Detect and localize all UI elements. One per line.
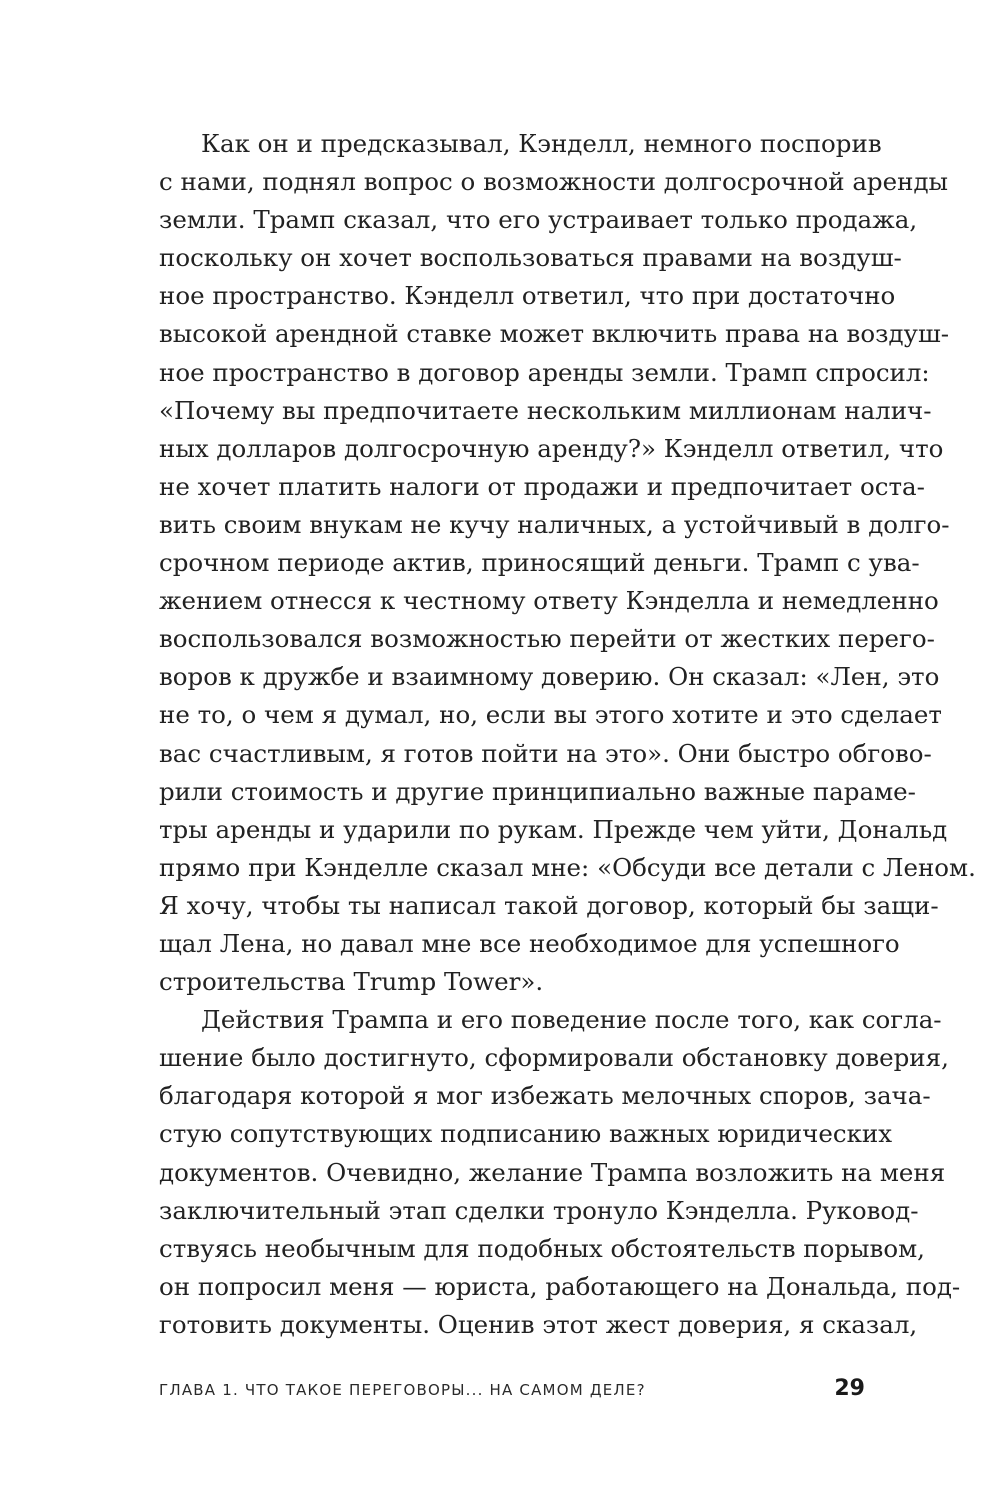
text-line: срочном периоде актив, приносящий деньги. Трамп с ува- <box>159 548 920 578</box>
text-line: заключительный этап сделки тронуло Кэнделла. Руковод- <box>159 1195 919 1225</box>
text-line: тры аренды и ударили по рукам. Прежде чем уйти, Дональд <box>159 814 948 844</box>
paragraph-1 <box>159 125 976 1001</box>
text-line: документов. Очевидно, желание Трампа возложить на меня <box>159 1157 946 1187</box>
text-line: Я хочу, чтобы ты написал такой договор, который бы защи- <box>159 890 939 920</box>
text-line: вас счастливым, я готов пойти на это». Они быстро обгово- <box>159 738 932 768</box>
text-line: ствуясь необычным для подобных обстоятельств порывом, <box>159 1233 925 1263</box>
page-footer <box>159 1376 865 1416</box>
text-line: воспользовался возможностью перейти от жестких перего- <box>159 624 935 654</box>
text-line: он попросил меня — юриста, работающего на Дональда, под- <box>159 1271 961 1301</box>
text-line: поскольку он хочет воспользоваться правами на воздуш- <box>159 243 902 273</box>
running-head: ГЛАВА 1. ЧТО ТАКОЕ ПЕРЕГОВОРЫ... НА САМОМ ДЕЛЕ? <box>159 1381 646 1399</box>
text-line: воров к дружбе и взаимному доверию. Он сказал: «Лен, это <box>159 662 940 692</box>
text-line: благодаря которой я мог избежать мелочных споров, зача- <box>159 1081 931 1111</box>
text-line: не хочет платить налоги от продажи и предпочитает оста- <box>159 471 925 501</box>
text-line: готовить документы. Оценив этот жест доверия, я сказал, <box>159 1309 918 1339</box>
text-line: стую сопутствующих подписанию важных юридических <box>159 1119 893 1149</box>
text-line: с нами, поднял вопрос о возможности долгосрочной аренды <box>159 167 949 197</box>
text-line: шение было достигнуто, сформировали обстановку доверия, <box>159 1043 949 1073</box>
text-line: ное пространство в договор аренды земли. Трамп спросил: <box>159 357 930 387</box>
text-line: строительства Trump Tower». <box>159 967 544 997</box>
text-line: ное пространство. Кэнделл ответил, что при достаточно <box>159 281 896 311</box>
text-line: щал Лена, но давал мне все необходимое для успешного <box>159 928 900 958</box>
paragraph-2 <box>159 1001 961 1344</box>
text-line: Действия Трампа и его поведение после того, как согла- <box>201 1005 942 1035</box>
page-number: 29 <box>834 1376 865 1401</box>
text-line: не то, о чем я думал, но, если вы этого хотите и это сделает <box>159 700 942 730</box>
text-line: ных долларов долгосрочную аренду?» Кэнделл ответил, что <box>159 433 944 463</box>
text-line: прямо при Кэнделле сказал мне: «Обсуди все детали с Леном. <box>159 852 976 882</box>
text-line: вить своим внукам не кучу наличных, а устойчивый в долго- <box>159 509 950 539</box>
body-text <box>159 125 976 1344</box>
text-line: рили стоимость и другие принципиально важные параме- <box>159 776 916 806</box>
text-line: «Почему вы предпочитаете нескольким миллионам налич- <box>159 395 932 425</box>
text-line: жением отнесся к честному ответу Кэнделла и немедленно <box>159 586 939 616</box>
text-line: земли. Трамп сказал, что его устраивает только продажа, <box>159 205 918 235</box>
text-line: высокой арендной ставке может включить права на воздуш- <box>159 319 950 349</box>
text-line: Как он и предсказывал, Кэнделл, немного поспорив <box>201 129 882 158</box>
